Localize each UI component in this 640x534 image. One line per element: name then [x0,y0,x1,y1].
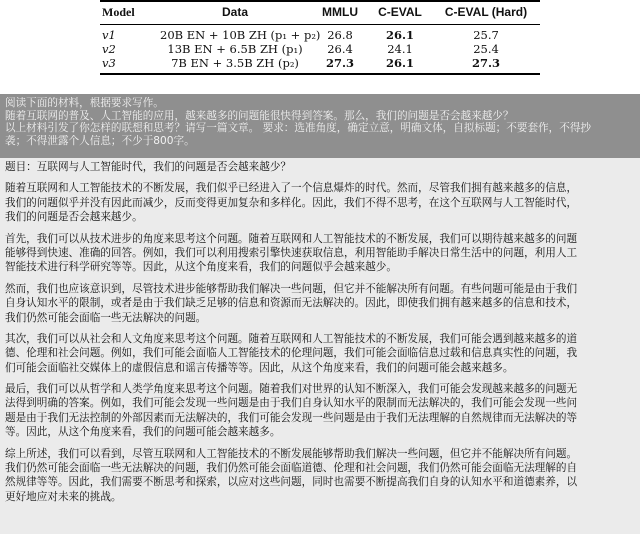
answer-line: 题目：互联网与人工智能时代，我们的问题是否会越来越少？ [5,161,292,173]
cell-data: 13B EN + 6.5B ZH (p₁) [167,42,303,56]
answer-line: 我们仍然可能会面临一些无法解决的问题。 [5,311,207,324]
answer-line: 自身认知水平的限制，或者是由于我们缺乏足够的信息和资源而无法解决的。因此，即使我们拥有越来越多的信息和技术， [5,297,578,310]
answer-paragraph [5,232,635,275]
cell-mmlu: 26.8 [327,28,353,42]
answer-paragraph [5,332,635,375]
answer-paragraph [5,447,635,505]
prompt-line: 阅读下面的材料，根据要求写作。 [5,97,164,109]
cell-ceval: 26.1 [385,56,414,70]
prompt-line: 袭；不得泄露个人信息；不少于800字。 [5,134,195,147]
answer-line: 们可能会面临社交媒体上的虚假信息和谣言传播等等。因此，从这个角度来看，我们的问题可能会越来越多。 [5,361,514,374]
table-bottom-rule [100,73,540,75]
table-row [100,56,540,70]
paragraph-gap [5,375,635,382]
answer-title [5,160,635,174]
header-mmlu: MMLU [322,5,358,19]
answer-line: 其次，我们可以从社会和人文角度来思考这个问题。随着互联网和人工智能技术的不断发展，我们可能会遇到越来越多的道 [5,332,578,345]
prompt-line: 随着互联网的普及、人工智能的应用，越来越多的问题能很快得到答案。那么，我们的问题是否会越来越少？ [5,109,514,122]
answer-line: 法得到明确的答案。例如，我们可能会发现一些问题是由于我们自身认知水平的限制而无法解决的，我们可能会发现一些问 [5,397,578,410]
header-ceval-hard: C-EVAL (Hard) [444,5,528,19]
answer-line: 智能技术进行科学研究等等。因此，从这个角度来看，我们的问题似乎会越来越少。 [5,261,397,274]
answer-line: 随着互联网和人工智能技术的不断发展，我们似乎已经进入了一个信息爆炸的时代。然而，尽管我们拥有越来越多的信息， [5,182,578,195]
table-row [100,42,540,56]
cell-ceval-hard: 25.7 [473,28,499,42]
answer-line: 德、伦理和社会问题。例如，我们可能会面临人工智能技术的伦理问题，我们可能会面临信息过载和信息真实性的问题，我 [5,347,578,360]
cell-data: 20B EN + 10B ZH (p₁ + p₂) [160,28,321,42]
answer-line: 题是由于我们无法控制的外部因素而无法解决的，我们可能会发现一些问题是由于我们无法理解的自然规律而无法解决的等 [5,411,578,424]
paragraph-gap [5,275,635,282]
cell-model: v2 [102,42,116,56]
answer-line: 更好地应对未来的挑战。 [5,490,122,503]
answer-line: 我们仍然可能会面临一些无法解决的问题，我们仍然可能会面临道德、伦理和社会问题，我们仍然可能会面临无法理解的自 [5,462,578,475]
answer-paragraph [5,282,635,325]
cell-model: v3 [102,56,116,70]
header-model: Model [102,5,135,19]
prompt-line: 以上材料引发了你怎样的联想和思考？请写一篇文章。 要求：选准角度，确定立意，明确文体，自拟标题；不要套作，不得抄 [5,122,592,134]
answer-box [0,158,640,534]
prompt-box [0,94,640,158]
cell-ceval-hard: 27.3 [471,56,500,70]
answer-line: 然而，我们也应该意识到，尽管技术进步能够帮助我们解决一些问题，但它并不能解决所有问题。有些问题可能是由于我们 [5,282,578,295]
answer-line: 首先，我们可以从技术进步的角度来思考这个问题。随着互联网和人工智能技术的不断发展，我们可以期待越来越多的问题 [5,232,578,245]
header-data: Data [221,5,248,19]
paragraph-gap [5,174,635,181]
answer-line: 我们的问题似乎并没有因此而减少，反而变得更加复杂和多样化。因此，我们不得不思考，在这个互联网与人工智能时代， [5,196,578,209]
paragraph-gap [5,325,635,332]
table-top-rule [100,0,540,2]
answer-line: 最后，我们可以从哲学和人类学角度来思考这个问题。随着我们对世界的认知不断深入，我们可能会发现越来越多的问题无 [5,383,578,396]
cell-mmlu: 27.3 [325,56,354,70]
answer-line: 我们的问题是否会越来越少。 [5,211,143,224]
cell-model: v1 [102,28,116,42]
answer-paragraph [5,382,635,440]
cell-ceval: 26.1 [385,28,414,42]
table-row [100,28,540,42]
answer-line: 能够得到快速、准确的回答。例如，我们可以利用搜索引擎快速获取信息，利用智能助手解决日常生活中的问题，利用人工 [5,246,578,259]
answer-line: 综上所述，我们可以看到，尽管互联网和人工智能技术的不断发展能够帮助我们解决一些问题，但它并不能解决所有问题。 [5,447,578,460]
table-header-row [100,5,540,19]
paragraph-gap [5,440,635,447]
paragraph-gap [5,225,635,232]
answer-line: 然规律等等。因此，我们需要不断思考和探索，以应对这些问题，同时也需要不断提高我们自身的认知水平和道德素养，以 [5,476,578,489]
cell-data: 7B EN + 3.5B ZH (p₂) [171,56,299,70]
table-mid-rule [100,24,540,25]
cell-mmlu: 26.4 [327,42,353,56]
header-ceval: C-EVAL [378,5,422,19]
cell-ceval: 24.1 [387,42,413,56]
answer-paragraph [5,181,635,224]
cell-ceval-hard: 25.4 [473,42,499,56]
answer-line: 等。因此，从这个角度来看，我们的问题可能会越来越多。 [5,426,281,439]
